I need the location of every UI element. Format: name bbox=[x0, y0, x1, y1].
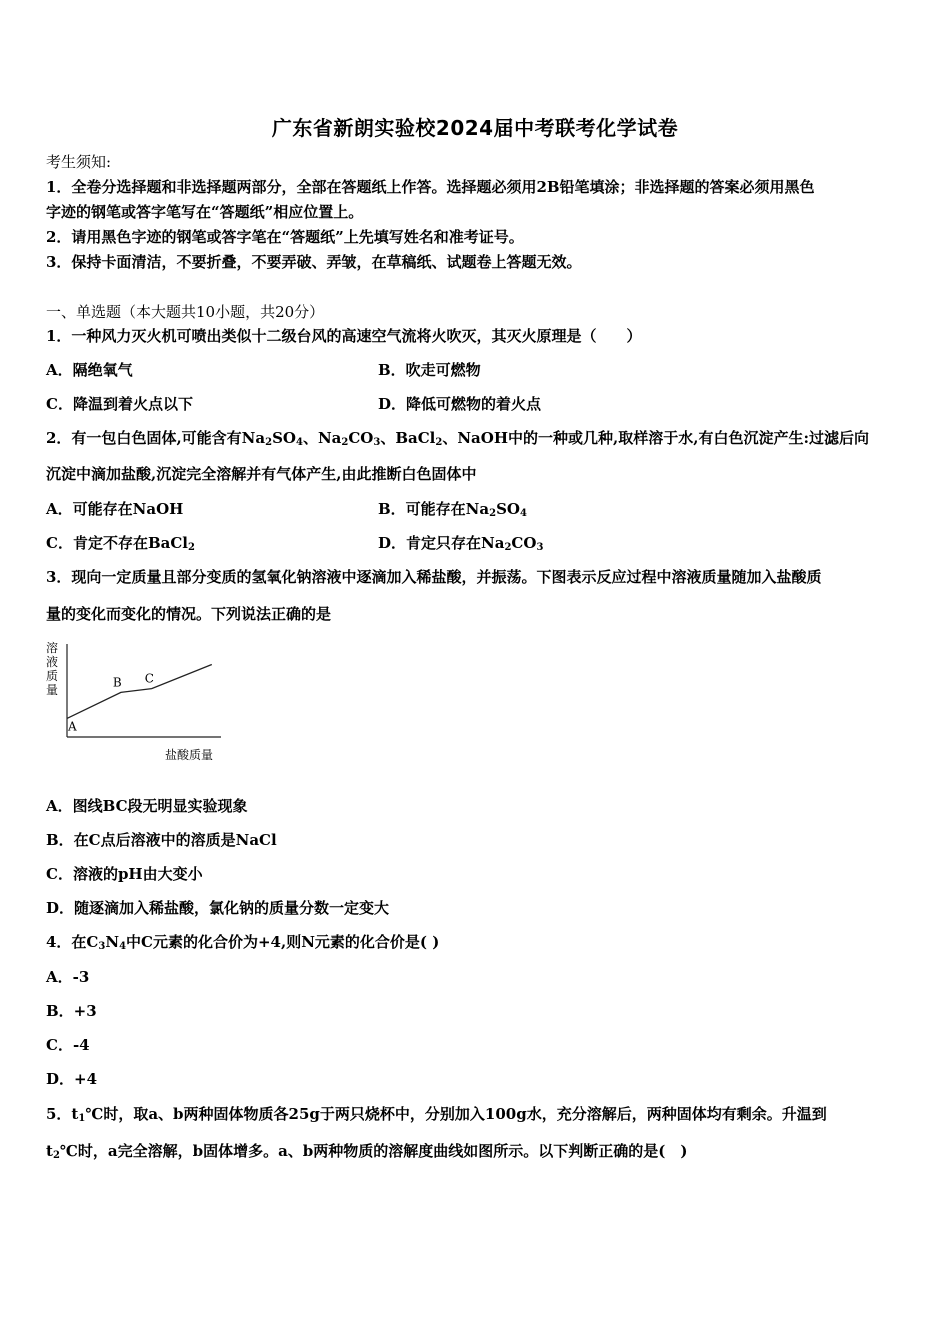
q2-stem-line-1: 2．有一包白色固体,可能含有$Na_2SO_4$、$Na_2CO_3$、BaCl$_2$、NaOH中的一种或几种,取样溶于水,有白色沉淀产生:过滤后向 bbox=[46, 429, 869, 448]
q4-option-c: C．-4 bbox=[46, 1036, 90, 1054]
notice-item-3: 3．保持卡面清洁，不要折叠，不要弄破、弄皱，在草稿纸、试题卷上答题无效。 bbox=[46, 253, 582, 271]
q2-option-d: D．肯定只存在$Na_2CO_3$ bbox=[378, 534, 544, 553]
point-label-c: C bbox=[144, 671, 154, 686]
page-title: 广东省新朗实验校2024届中考联考化学试卷 bbox=[271, 116, 679, 140]
q3-option-a: A．图线BC段无明显实验现象 bbox=[46, 797, 248, 815]
y-label-char-1: 溶 bbox=[46, 641, 59, 655]
q2-option-a: A．可能存在NaOH bbox=[46, 500, 184, 518]
notice-heading: 考生须知: bbox=[46, 153, 112, 171]
q3-stem-line-1: 3．现向一定质量且部分变质的氢氧化钠溶液中逐滴加入稀盐酸，并振荡。下图表示反应过程中溶液质量随加入盐酸质 bbox=[46, 568, 822, 586]
q3-option-c: C．溶液的pH由大变小 bbox=[46, 865, 203, 883]
point-label-b: B bbox=[112, 675, 122, 690]
y-label-char-3: 质 bbox=[46, 669, 59, 683]
q5-stem-line-2: $t_2℃$时，a完全溶解，b固体增多。a、b两种物质的溶解度曲线如图所示。以下判断正确的是( ) bbox=[46, 1142, 688, 1161]
notice-item-2: 2．请用黑色字迹的钢笔或答字笔在“答题纸”上先填写姓名和准考证号。 bbox=[46, 228, 524, 246]
x-label: 盐酸质量 bbox=[165, 748, 214, 762]
q1-option-b: B．吹走可燃物 bbox=[378, 361, 481, 379]
q5-stem-line-1: 5．$t_1℃$时，取a、b两种固体物质各25g于两只烧杯中，分别加入100g水，充分溶解后，两种固体均有剩余。升温到 bbox=[46, 1105, 827, 1124]
notice-item-1-line-2: 字迹的钢笔或答字笔写在“答题纸”相应位置上。 bbox=[46, 203, 364, 221]
q3-line-chart bbox=[40, 636, 240, 766]
series-line bbox=[67, 665, 212, 719]
q4-option-d: D．+4 bbox=[46, 1070, 98, 1088]
y-label-char-4: 量 bbox=[46, 683, 59, 697]
q1-option-d: D．降低可燃物的着火点 bbox=[378, 395, 542, 413]
q3-stem-line-2: 量的变化而变化的情况。下列说法正确的是 bbox=[46, 605, 332, 623]
q4-option-b: B．+3 bbox=[46, 1002, 97, 1020]
q2-stem-line-2: 沉淀中滴加盐酸,沉淀完全溶解并有气体产生,由此推断白色固体中 bbox=[46, 465, 477, 483]
q4-option-a: A．-3 bbox=[46, 968, 90, 986]
y-label-char-2: 液 bbox=[46, 655, 59, 669]
q1-stem: 1．一种风力灭火机可喷出类似十二级台风的高速空气流将火吹灭，其灭火原理是（ ） bbox=[46, 327, 642, 345]
q4-stem: 4．在$C_3N_4$中C元素的化合价为+4,则N元素的化合价是( ) bbox=[46, 933, 440, 952]
notice-item-1-line-1: 1．全卷分选择题和非选择题两部分，全部在答题纸上作答。选择题必须用2B铅笔填涂；非选择题的答案必须用黑色 bbox=[46, 178, 815, 196]
q1-option-c: C．降温到着火点以下 bbox=[46, 395, 193, 413]
q1-option-a: A．隔绝氧气 bbox=[46, 361, 133, 379]
q2-option-c: C．肯定不存在BaCl$_2$ bbox=[46, 534, 195, 553]
section-heading: 一、单选题（本大题共10小题，共20分） bbox=[46, 303, 325, 321]
q2-option-b: B．可能存在$Na_2SO_4$ bbox=[378, 500, 527, 519]
point-label-a: A bbox=[68, 719, 77, 734]
q3-option-b: B．在C点后溶液中的溶质是NaCl bbox=[46, 831, 277, 849]
q3-option-d: D．随逐滴加入稀盐酸，氯化钠的质量分数一定变大 bbox=[46, 899, 390, 917]
